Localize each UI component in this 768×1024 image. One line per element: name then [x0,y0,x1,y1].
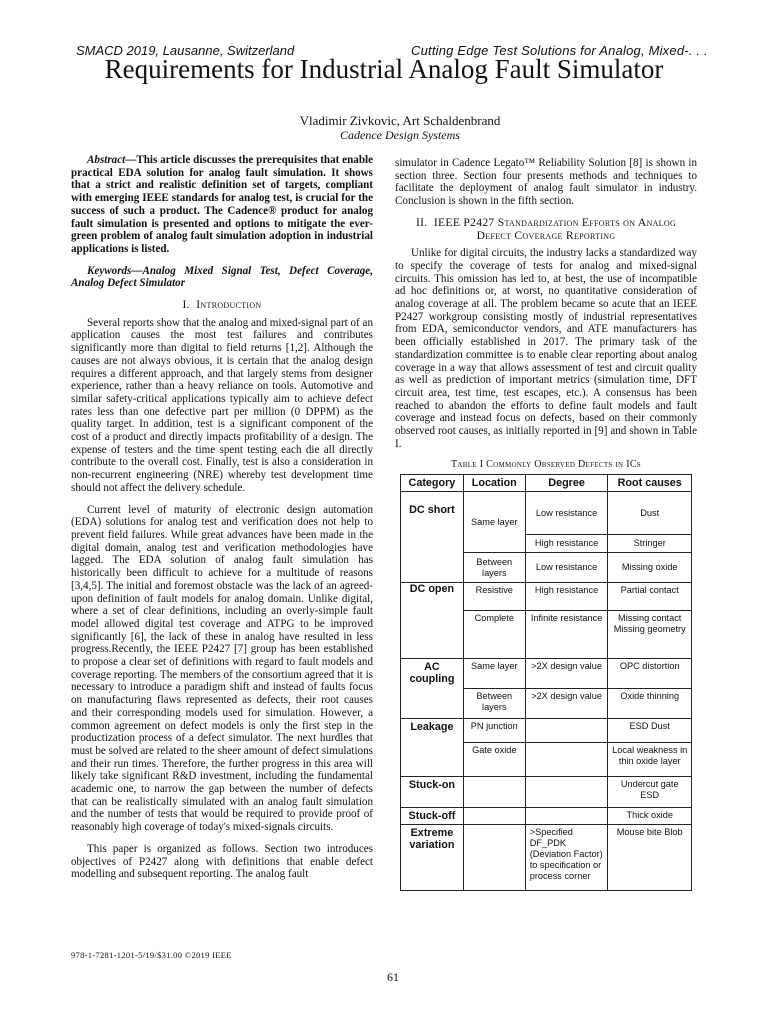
root-cause-cell: Missing contact Missing geometry [608,611,692,659]
header-degree: Degree [525,475,608,492]
degree-cell: Infinite resistance [525,611,608,659]
section-title-line-1: IEEE P2427 Standardization Efforts on Analog [433,215,677,229]
category-cell: Stuck-on [401,777,464,808]
table-row [401,777,692,808]
defects-table [400,474,692,891]
root-cause-cell: OPC distortion [608,659,692,689]
category-cell: DC open [401,583,464,659]
location-cell: Between layers [463,689,525,719]
root-cause-cell: ESD Dust [608,719,692,743]
header-category: Category [401,475,464,492]
abstract [71,154,373,256]
keywords: Keywords—Analog Mixed Signal Test, Defect Coverage, Analog Defect Simulator [71,264,373,290]
running-header-conference: SMACD 2019, Lausanne, Switzerland [76,43,295,58]
table-header-row [401,475,692,492]
location-cell [463,808,525,825]
location-cell: PN junction [463,719,525,743]
location-cell: Same layer [463,659,525,689]
category-cell: DC short [401,492,464,583]
table-row [401,719,692,743]
category-cell: Extreme variation [401,825,464,891]
root-cause-cell: Dust [608,492,692,535]
location-cell [463,825,525,891]
location-cell [463,777,525,808]
degree-cell: High resistance [525,583,608,611]
intro-paragraph-1: Several reports show that the analog and mixed-signal part of an application causes the most test failures and contributes significantly more than digital to field returns [1,2]. Although the causes are not always obvious, it is certain that the analog design requires a different approach, and that largely stems from designer experience, rather than a heavy reliance on tools. Automotive and similar safety-critical applications typically aim to achieve defect rates less than one defective part per million (0 DPPM) as the quality target. In addition, test is a significant component of the cost of a product and directly impacts profitability of a design. The expense of testers and the time spent testing each die all directly contribute to the overall cost. Finally, test is also a consideration in non-recurrent engineering (NRE) whereby test development time should not affect the delivery schedule. [71,316,373,494]
category-cell: AC coupling [401,659,464,719]
degree-cell: >Specified DF_PDK (Deviation Factor) to specification or process corner [525,825,608,891]
root-cause-cell: Mouse bite Blob [608,825,692,891]
degree-cell: Low resistance [525,553,608,583]
location-cell: Same layer [463,492,525,553]
table-row [401,659,692,689]
root-cause-cell: Oxide thinning [608,689,692,719]
table-caption: Table I Commonly Observed Defects in ICs [451,459,641,471]
abstract-label: Abstract [87,154,126,166]
degree-cell [525,743,608,777]
intro-paragraph-3: This paper is organized as follows. Section two introduces objectives of P2427 along with definitions that enable defect modelling and subsequent reporting. The analog fault [71,842,373,881]
section-number: II. [415,215,428,229]
root-cause-cell: Stringer [608,535,692,553]
category-cell: Stuck-off [401,808,464,825]
abstract-text: —This article discusses the prerequisites that enable practical EDA solution for analog fault simulation. It shows that a strict and realistic definition set of targets, compliant with emerging IEEE standards for analog test, is crucial for the success of such a product. The Cadence® product for analog fault simulation is presented and options to mitigate the ever-green problem of analog fault simulation adoption in industrial applications is listed. [71,154,373,255]
location-cell: Complete [463,611,525,659]
intro-continuation: simulator in Cadence Legato™ Reliability Solution [8] is shown in section three. Section four presents methods and techniques to facilitate the deployment of analog fault simulator in industry. Conclusion is shown in the fifth section. [395,157,697,208]
table-row [401,825,692,891]
location-cell: Between layers [463,553,525,583]
section-heading-standardization [395,217,697,242]
location-cell: Gate oxide [463,743,525,777]
degree-cell [525,777,608,808]
table-row [401,583,692,611]
root-cause-cell: Thick oxide [608,808,692,825]
table-row [401,492,692,535]
header-root-causes: Root causes [608,475,692,492]
table-row [401,808,692,825]
copyright-footer: 978-1-7281-1201-5/19/$31.00 ©2019 IEEE [71,950,232,960]
page-number: 61 [387,970,399,984]
right-column [395,157,697,891]
paper-title: Requirements for Industrial Analog Fault Simulator [104,54,664,84]
section-title: Introduction [196,298,262,312]
location-cell: Resistive [463,583,525,611]
root-cause-cell: Partial contact [608,583,692,611]
standardization-paragraph: Unlike for digital circuits, the industry lacks a standardized way to specify the coverage of tests for analog and mixed-signal circuits. This omission has led to, at best, the use of incompatible ad hoc definitions or, at worst, no quantitative consideration of analog coverage at all. The problem became so acute that an IEEE P2427 workgroup consisting mostly of industrial representatives from EDA, semiconductor vendors, and ATE manufacturers has been officially established in 2017. The primary task of the standardization committee is to enable clear reporting about analog coverage in a way that allows assessment of test and circuit quality as well as prediction of important metrics (simulation time, DFT circuit area, test time, test escapes, etc.). A consensus has been reached to abandon the efforts to define fault models and fault coverage and instead focus on defects, based on their commonly observed root causes, as initially reported in [9] and shown in Table I. [395,247,697,450]
degree-cell: High resistance [525,535,608,553]
left-column [71,154,373,881]
affiliation: Cadence Design Systems [340,128,460,142]
section-heading-introduction [71,299,373,312]
running-header-session: Cutting Edge Test Solutions for Analog, Mixed-. . . [411,43,708,58]
degree-cell: Low resistance [525,492,608,535]
root-cause-cell: Local weakness in thin oxide layer [608,743,692,777]
category-cell: Leakage [401,719,464,777]
intro-paragraph-2: Current level of maturity of electronic design automation (EDA) solutions for analog test and verification does not help to prevent field failures. While great advances have been made in the digital domain, analog test and verification methodologies have lagged. The EDA solution of analog fault simulation has historically been difficult to achieve for a multitude of reasons [3,4,5]. The initial and foremost obstacle was the lack of an agreed-upon definition of fault models for analog domain. Unlike digital, where a set of clear definitions, including an overly-simple fault model allowed digital test coverage and ATPG to be improved significantly [6], the lack of these in analog have resulted in less progress.Recently, the IEEE P2427 [7] group has been established to propose a clear set of definitions with regard to fault models and coverage reporting. The members of the consortium agreed that it is necessary to introduce a paradigm shift and instead of faults focus on manufacturing flaws represented as defects, their root causes and their corresponding models used for simulation. However, a common agreement on defect models is only the first step in the productization process of a defect simulator. The next hurdles that must be solved are related to the sheer amount of defect simulations and their run times. Therefore, the further progress in this area will likely take significant R&D investment, including the fundamental academic one, to narrow the gap between the number of defects that can be realistically simulated with an analog fault simulation and the number of tests that would be required to provide proof of reasonably high coverage of today's mixed-signals circuits. [71,503,373,834]
authors: Vladimir Zivkovic, Art Schaldenbrand [299,113,501,128]
degree-cell [525,719,608,743]
root-cause-cell: Missing oxide [608,553,692,583]
section-number: I. [182,298,190,312]
header-location: Location [463,475,525,492]
root-cause-cell: Undercut gate ESD [608,777,692,808]
section-title-line-2: Defect Coverage Reporting [476,228,616,242]
degree-cell [525,808,608,825]
degree-cell: >2X design value [525,689,608,719]
degree-cell: >2X design value [525,659,608,689]
